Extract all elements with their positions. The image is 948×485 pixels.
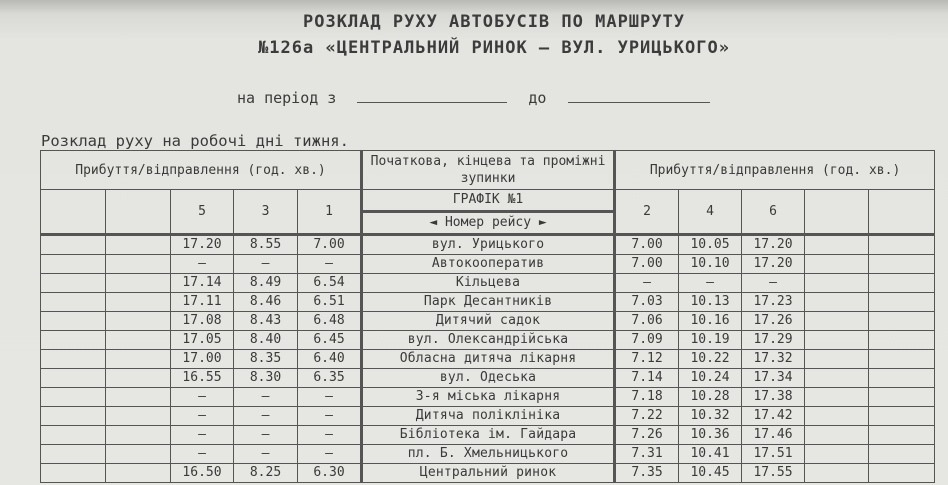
time-cell: 7.18	[615, 388, 679, 407]
left-trip-number: 3	[234, 190, 298, 235]
right-trip-blank	[869, 190, 935, 235]
left-blank-cell	[41, 464, 106, 483]
right-blank-cell	[805, 312, 869, 331]
right-trip-blank	[805, 190, 869, 235]
right-blank-cell	[805, 235, 869, 255]
left-trip-blank	[41, 190, 106, 235]
time-cell: –	[298, 388, 362, 407]
table-row	[41, 388, 935, 407]
time-cell: 17.34	[742, 369, 805, 388]
right-blank-cell	[869, 464, 935, 483]
right-blank-cell	[869, 369, 935, 388]
time-cell: 17.38	[742, 388, 805, 407]
left-blank-cell	[41, 255, 106, 274]
table-row	[41, 350, 935, 369]
right-blank-cell	[805, 350, 869, 369]
time-cell: 17.51	[742, 445, 805, 464]
right-blank-cell	[805, 388, 869, 407]
time-cell: 10.36	[679, 426, 742, 445]
left-trip-number: 1	[298, 190, 362, 235]
stop-name-cell: Кільцева	[362, 274, 615, 293]
left-blank-cell	[106, 331, 171, 350]
left-blank-cell	[41, 293, 106, 312]
time-cell: 17.32	[742, 350, 805, 369]
right-trip-number: 6	[742, 190, 805, 235]
time-cell: 17.20	[742, 255, 805, 274]
table-row	[41, 369, 935, 388]
time-cell: 6.45	[298, 331, 362, 350]
left-blank-cell	[106, 369, 171, 388]
table-row	[41, 312, 935, 331]
time-cell: 7.22	[615, 407, 679, 426]
right-trip-number: 2	[615, 190, 679, 235]
time-cell: 16.50	[171, 464, 234, 483]
time-cell: 7.26	[615, 426, 679, 445]
stop-name-cell: Автокооператив	[362, 255, 615, 274]
time-cell: 7.35	[615, 464, 679, 483]
stop-name-cell: вул. Одеська	[362, 369, 615, 388]
table-row	[41, 407, 935, 426]
stop-name-cell: Дитячий садок	[362, 312, 615, 331]
stop-name-cell: Центральний ринок	[362, 464, 615, 483]
time-cell: 6.48	[298, 312, 362, 331]
time-cell: 17.20	[171, 235, 234, 255]
time-cell: –	[234, 388, 298, 407]
time-cell: 7.03	[615, 293, 679, 312]
time-cell: 6.51	[298, 293, 362, 312]
left-blank-cell	[106, 293, 171, 312]
time-cell: 17.29	[742, 331, 805, 350]
right-blank-cell	[805, 464, 869, 483]
schedule-label: ГРАФІК №1	[362, 190, 615, 212]
document-title-line1: РОЗКЛАД РУХУ АВТОБУСІВ ПО МАРШРУТУ	[303, 12, 685, 32]
left-blank-cell	[106, 274, 171, 293]
time-cell: 17.23	[742, 293, 805, 312]
time-cell: 17.55	[742, 464, 805, 483]
time-cell: 17.42	[742, 407, 805, 426]
time-cell: –	[298, 255, 362, 274]
left-trip-blank	[106, 190, 171, 235]
time-cell: 17.08	[171, 312, 234, 331]
stop-name-cell: 3-я міська лікарня	[362, 388, 615, 407]
time-cell: 7.12	[615, 350, 679, 369]
time-cell: –	[298, 407, 362, 426]
time-cell: 10.32	[679, 407, 742, 426]
time-cell: 8.25	[234, 464, 298, 483]
table-row	[41, 255, 935, 274]
trip-number-label: ◄ Номер рейсу ►	[362, 212, 615, 235]
time-cell: 10.22	[679, 350, 742, 369]
time-cell: 6.30	[298, 464, 362, 483]
timetable	[40, 150, 935, 483]
left-blank-cell	[106, 464, 171, 483]
time-cell: –	[234, 407, 298, 426]
right-blank-cell	[805, 274, 869, 293]
time-cell: –	[171, 407, 234, 426]
right-blank-cell	[869, 331, 935, 350]
time-cell: 8.49	[234, 274, 298, 293]
left-blank-cell	[41, 407, 106, 426]
right-blank-cell	[805, 407, 869, 426]
time-cell: 6.54	[298, 274, 362, 293]
document-title-line2: №126а «ЦЕНТРАЛЬНИЙ РИНОК – ВУЛ. УРИЦЬКОГО»	[258, 38, 730, 58]
time-cell: 6.35	[298, 369, 362, 388]
stop-name-cell: вул. Урицького	[362, 235, 615, 255]
left-blank-cell	[41, 312, 106, 331]
table-row	[41, 274, 935, 293]
time-cell: 8.55	[234, 235, 298, 255]
time-cell: 17.26	[742, 312, 805, 331]
period-from-blank	[357, 89, 507, 103]
time-cell: 7.00	[298, 235, 362, 255]
table-row	[41, 464, 935, 483]
time-cell: 10.19	[679, 331, 742, 350]
left-blank-cell	[106, 312, 171, 331]
left-blank-cell	[41, 388, 106, 407]
left-blank-cell	[41, 426, 106, 445]
table-row	[41, 426, 935, 445]
time-cell: 10.13	[679, 293, 742, 312]
time-cell: 7.06	[615, 312, 679, 331]
stop-name-cell: Парк Десантників	[362, 293, 615, 312]
time-cell: 8.46	[234, 293, 298, 312]
time-cell: –	[171, 388, 234, 407]
time-cell: 7.09	[615, 331, 679, 350]
time-cell: 7.14	[615, 369, 679, 388]
right-times-header: Прибуття/відправлення (год. хв.)	[615, 151, 935, 190]
time-cell: 10.28	[679, 388, 742, 407]
right-blank-cell	[869, 407, 935, 426]
right-blank-cell	[869, 312, 935, 331]
right-blank-cell	[869, 293, 935, 312]
table-row	[41, 445, 935, 464]
right-trip-number: 4	[679, 190, 742, 235]
left-blank-cell	[41, 235, 106, 255]
right-blank-cell	[805, 331, 869, 350]
stop-name-cell: Дитяча поліклініка	[362, 407, 615, 426]
time-cell: 16.55	[171, 369, 234, 388]
time-cell: 10.10	[679, 255, 742, 274]
table-row	[41, 331, 935, 350]
right-blank-cell	[869, 445, 935, 464]
time-cell: 7.00	[615, 235, 679, 255]
time-cell: 10.16	[679, 312, 742, 331]
time-cell: 17.20	[742, 235, 805, 255]
time-cell: –	[679, 274, 742, 293]
right-blank-cell	[869, 235, 935, 255]
time-cell: –	[298, 426, 362, 445]
right-blank-cell	[805, 255, 869, 274]
left-times-header: Прибуття/відправлення (год. хв.)	[41, 151, 362, 190]
time-cell: 17.11	[171, 293, 234, 312]
time-cell: 7.00	[615, 255, 679, 274]
period-to-label: до	[528, 89, 547, 107]
time-cell: 6.40	[298, 350, 362, 369]
time-cell: 17.00	[171, 350, 234, 369]
right-blank-cell	[805, 445, 869, 464]
time-cell: –	[171, 255, 234, 274]
time-cell: –	[234, 426, 298, 445]
table-row	[41, 235, 935, 255]
left-trip-number: 5	[171, 190, 234, 235]
time-cell: –	[234, 255, 298, 274]
time-cell: –	[298, 445, 362, 464]
stops-header: Початкова, кінцева та проміжні зупинки	[362, 151, 615, 190]
right-blank-cell	[805, 426, 869, 445]
left-blank-cell	[106, 235, 171, 255]
time-cell: 10.41	[679, 445, 742, 464]
stop-name-cell: Обласна дитяча лікарня	[362, 350, 615, 369]
left-blank-cell	[106, 388, 171, 407]
time-cell: –	[615, 274, 679, 293]
right-blank-cell	[869, 388, 935, 407]
period-prefix: на період з	[237, 89, 337, 107]
stop-name-cell: вул. Олександрійська	[362, 331, 615, 350]
time-cell: 17.46	[742, 426, 805, 445]
stop-name-cell: Бібліотека ім. Гайдара	[362, 426, 615, 445]
left-blank-cell	[106, 445, 171, 464]
right-blank-cell	[869, 350, 935, 369]
left-blank-cell	[41, 331, 106, 350]
left-blank-cell	[106, 255, 171, 274]
time-cell: 10.05	[679, 235, 742, 255]
time-cell: –	[171, 445, 234, 464]
time-cell: 7.31	[615, 445, 679, 464]
time-cell: 17.05	[171, 331, 234, 350]
time-cell: 8.30	[234, 369, 298, 388]
left-blank-cell	[41, 274, 106, 293]
right-blank-cell	[869, 274, 935, 293]
time-cell: 8.40	[234, 331, 298, 350]
time-cell: 10.45	[679, 464, 742, 483]
time-cell: 8.35	[234, 350, 298, 369]
right-blank-cell	[805, 293, 869, 312]
left-blank-cell	[41, 369, 106, 388]
left-blank-cell	[106, 407, 171, 426]
time-cell: 8.43	[234, 312, 298, 331]
schedule-subtitle: Розклад руху на робочі дні тижня.	[41, 132, 349, 150]
right-blank-cell	[805, 369, 869, 388]
right-blank-cell	[869, 426, 935, 445]
time-cell: 17.14	[171, 274, 234, 293]
time-cell: –	[171, 426, 234, 445]
left-blank-cell	[41, 350, 106, 369]
time-cell: –	[742, 274, 805, 293]
time-cell: 10.24	[679, 369, 742, 388]
time-cell: –	[234, 445, 298, 464]
left-blank-cell	[106, 426, 171, 445]
stop-name-cell: пл. Б. Хмельницького	[362, 445, 615, 464]
period-line	[237, 89, 710, 107]
period-to-blank	[568, 89, 710, 103]
table-row	[41, 293, 935, 312]
left-blank-cell	[41, 445, 106, 464]
left-blank-cell	[106, 350, 171, 369]
right-blank-cell	[869, 255, 935, 274]
